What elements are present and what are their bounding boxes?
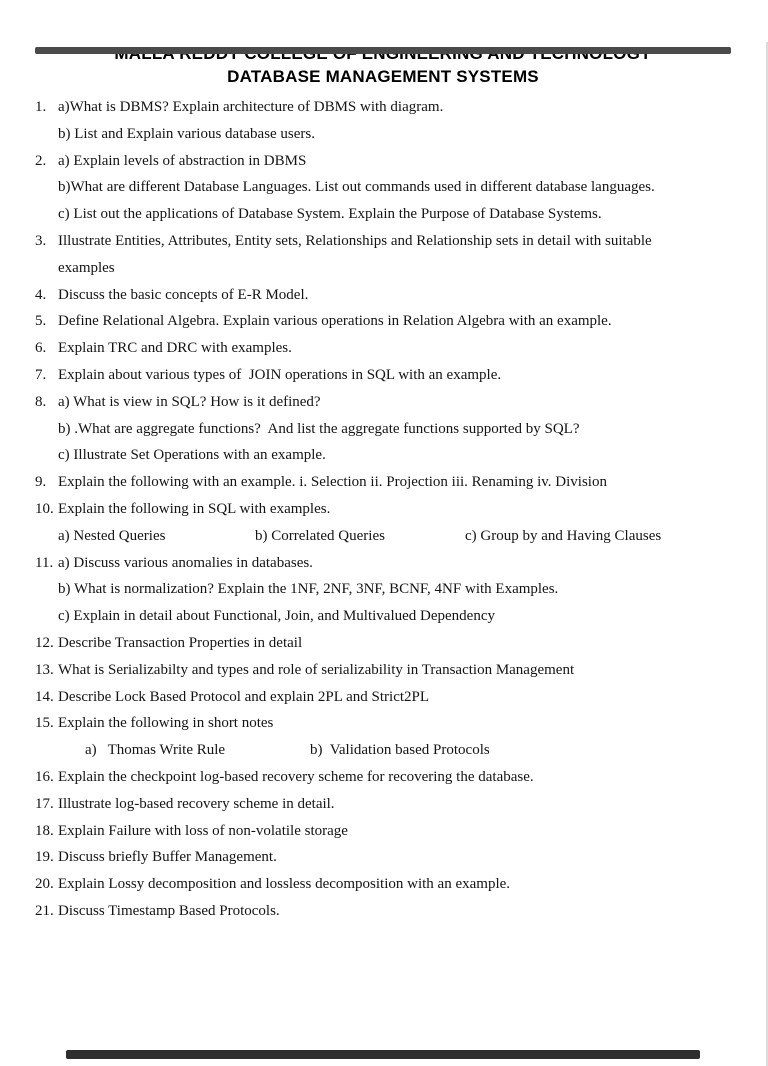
question-text: b) .What are aggregate functions? And list the aggregate functions supported by SQL? (58, 420, 580, 437)
question-number: 21. (35, 902, 54, 919)
question-line (35, 737, 736, 764)
question-line (35, 496, 736, 523)
question-text: examples (58, 259, 115, 276)
question-number (35, 121, 58, 148)
question-text: Describe Lock Based Protocol and explain 2PL and Strict2PL (58, 688, 430, 705)
question-number: 19. (35, 849, 54, 866)
question-number: 12. (35, 634, 54, 651)
question-line (35, 335, 736, 362)
question-line (35, 603, 736, 630)
question-number: 11. (35, 554, 54, 571)
question-line (35, 710, 736, 737)
question-subpart: a) Nested Queries (58, 527, 166, 544)
question-number: 2. (35, 152, 47, 169)
question-subparts-row (58, 523, 736, 550)
question-text: Illustrate Entities, Attributes, Entity sets, Relationships and Relationship sets in detail with suitable (58, 232, 652, 249)
question-number: 5. (35, 313, 47, 330)
question-number: 10. (35, 500, 54, 517)
question-line (35, 844, 736, 871)
question-line (35, 818, 736, 845)
question-line (35, 791, 736, 818)
question-line (35, 282, 736, 309)
question-text: Explain Failure with loss of non-volatile storage (58, 822, 348, 839)
question-subpart: b) Correlated Queries (255, 527, 385, 544)
question-number: 16. (35, 768, 54, 785)
question-text: c) List out the applications of Database System. Explain the Purpose of Database Systems. (58, 206, 602, 223)
question-line (35, 469, 736, 496)
question-text: b)What are different Database Languages. List out commands used in different database languages. (58, 179, 655, 196)
question-text: Explain the following in SQL with examples. (58, 500, 331, 517)
question-text: a)What is DBMS? Explain architecture of DBMS with diagram. (58, 99, 444, 115)
question-line (35, 416, 736, 443)
question-line (35, 684, 736, 711)
question-text: Explain about various types of JOIN operations in SQL with an example. (58, 366, 502, 383)
question-line (35, 255, 736, 282)
question-line (35, 362, 736, 389)
question-number: 18. (35, 822, 54, 839)
question-line (35, 871, 736, 898)
scan-artifact-bottom-bar (66, 1050, 700, 1059)
question-number: 7. (35, 366, 47, 383)
question-text: Describe Transaction Properties in detail (58, 634, 303, 651)
question-line (35, 657, 736, 684)
question-number (35, 603, 58, 630)
question-number: 8. (35, 393, 47, 410)
question-number (35, 416, 58, 443)
question-number: 3. (35, 232, 47, 249)
question-line (35, 550, 736, 577)
question-number: 6. (35, 340, 47, 357)
question-text: Explain TRC and DRC with examples. (58, 340, 292, 357)
question-text: c) Explain in detail about Functional, Join, and Multivalued Dependency (58, 608, 495, 625)
document-page (0, 42, 768, 1066)
question-line (35, 442, 736, 469)
question-line (35, 94, 736, 121)
question-text: Discuss briefly Buffer Management. (58, 849, 277, 866)
question-subparts-row (58, 737, 736, 764)
question-text: Illustrate log-based recovery scheme in detail. (58, 795, 335, 812)
question-number: 4. (35, 286, 47, 303)
question-line (35, 228, 736, 255)
question-line (35, 523, 736, 550)
question-text: a) What is view in SQL? How is it defined? (58, 393, 321, 410)
question-number: 9. (35, 474, 47, 491)
question-text: c) Illustrate Set Operations with an example. (58, 447, 326, 464)
question-text: Explain the following with an example. i. Selection ii. Projection iii. Renaming iv. Division (58, 474, 607, 491)
question-line (35, 576, 736, 603)
question-text: Explain the checkpoint log-based recovery scheme for recovering the database. (58, 768, 534, 785)
question-subpart: b) Validation based Protocols (310, 742, 490, 759)
question-line (35, 308, 736, 335)
question-subpart: a) Thomas Write Rule (85, 742, 226, 759)
question-text: b) List and Explain various database users. (58, 125, 316, 142)
question-line (35, 148, 736, 175)
question-number: 1. (35, 99, 47, 115)
question-list (35, 94, 736, 925)
question-text: What is Serializabilty and types and role of serializability in Transaction Management (58, 661, 575, 678)
question-number: 15. (35, 715, 54, 732)
question-text: Explain Lossy decomposition and lossless decomposition with an example. (58, 876, 511, 893)
question-number (35, 737, 58, 764)
question-number (35, 523, 58, 550)
question-number (35, 174, 58, 201)
question-number (35, 201, 58, 228)
scan-artifact-top-bar (35, 47, 731, 54)
question-number: 14. (35, 688, 54, 705)
question-text: a) Explain levels of abstraction in DBMS (58, 152, 307, 169)
question-text: Explain the following in short notes (58, 715, 274, 732)
question-line (35, 898, 736, 925)
question-number: 17. (35, 795, 54, 812)
question-line (35, 389, 736, 416)
question-line (35, 121, 736, 148)
question-line (35, 630, 736, 657)
question-text: Discuss the basic concepts of E-R Model. (58, 286, 309, 303)
question-text: b) What is normalization? Explain the 1NF, 2NF, 3NF, BCNF, 4NF with Examples. (58, 581, 559, 598)
question-subpart: c) Group by and Having Clauses (465, 527, 662, 544)
question-line (35, 201, 736, 228)
question-line (35, 174, 736, 201)
question-text: Define Relational Algebra. Explain various operations in Relation Algebra with an example. (58, 313, 612, 330)
question-text: a) Discuss various anomalies in databases. (58, 554, 313, 571)
question-number (35, 576, 58, 603)
question-number: 20. (35, 876, 54, 893)
title-line-subject: DATABASE MANAGEMENT SYSTEMS (227, 67, 539, 86)
question-line (35, 764, 736, 791)
question-number (35, 442, 58, 469)
question-number: 13. (35, 661, 54, 678)
question-number (35, 255, 58, 282)
question-text: Discuss Timestamp Based Protocols. (58, 902, 280, 919)
